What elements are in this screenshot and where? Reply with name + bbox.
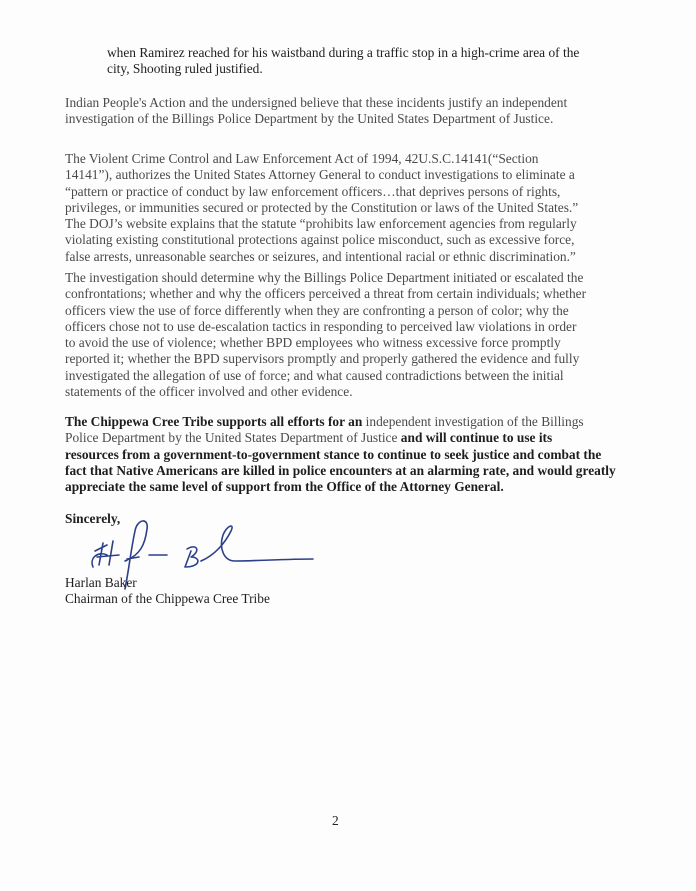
text-line: officers chose not to use de-escalation tactics in responding to perceived law violations in order bbox=[65, 318, 577, 334]
text-line: The investigation should determine why the Billings Police Department initiated or escalated the bbox=[65, 270, 584, 285]
text-line: Indian People's Action and the undersigned believe that these incidents justify an independent bbox=[65, 95, 568, 110]
paragraph-investigation-scope bbox=[65, 270, 586, 400]
signature-block bbox=[65, 575, 270, 608]
text-line: The DOJ’s website explains that the statute “prohibits law enforcement agencies from regularly bbox=[65, 216, 577, 232]
text-line: officers view the use of force differently when they are confronting a person of color; why the bbox=[65, 302, 569, 318]
normal-text: Police Department by the United States Department of Justice bbox=[65, 430, 398, 446]
text-line: 14141”), authorizes the United States Attorney General to conduct investigations to eliminate a bbox=[65, 167, 575, 183]
text-line: when Ramirez reached for his waistband during a traffic stop in a high-crime area of the bbox=[107, 45, 580, 60]
text-line bbox=[65, 414, 616, 430]
signer-title: Chairman of the Chippewa Cree Tribe bbox=[65, 591, 270, 607]
paragraph-tribe-support bbox=[65, 414, 616, 495]
text-line: resources from a government-to-government stance to continue to seek justice and combat the bbox=[65, 446, 602, 462]
text-line: to avoid the use of violence; whether BPD employees who witness excessive force promptly bbox=[65, 335, 561, 351]
text-line: “pattern or practice of conduct by law enforcement officers…that deprives persons of rights, bbox=[65, 183, 561, 199]
text-line: fact that Native Americans are killed in police encounters at an alarming rate, and would greatly bbox=[65, 462, 616, 478]
text-line: privileges, or immunities secured or protected by the Constitution or laws of the United States.” bbox=[65, 199, 579, 215]
text-line: investigated the allegation of use of force; and what caused contradictions between the initial bbox=[65, 367, 564, 383]
normal-text: independent investigation of the Billings bbox=[365, 414, 584, 429]
closing-salutation: Sincerely, bbox=[65, 511, 121, 526]
page-number: 2 bbox=[332, 813, 339, 828]
text-line bbox=[65, 430, 616, 446]
text-line: confrontations; whether and why the officers perceived a threat from certain individuals; whether bbox=[65, 286, 587, 302]
text-line: investigation of the Billings Police Department by the United States Department of Justice. bbox=[65, 111, 554, 127]
paragraph-statute bbox=[65, 151, 578, 265]
paragraph-incident-continuation bbox=[107, 45, 579, 78]
text-line: statements of the officer involved and other evidence. bbox=[65, 384, 353, 400]
text-line: false arrests, unreasonable searches or seizures, and intentional racial or ethnic discrimination.” bbox=[65, 248, 576, 264]
text-line: city, Shooting ruled justified. bbox=[107, 61, 263, 77]
text-line: The Violent Crime Control and Law Enforcement Act of 1994, 42U.S.C.14141(“Section bbox=[65, 151, 539, 166]
text-line: violating existing constitutional protections against police misconduct, such as excessive force, bbox=[65, 232, 575, 248]
text-line: reported it; whether the BPD supervisors promptly and properly gathered the evidence and fully bbox=[65, 351, 580, 367]
bold-text: The Chippewa Cree Tribe supports all efforts for an bbox=[65, 414, 366, 429]
text-line: appreciate the same level of support from the Office of the Attorney General. bbox=[65, 479, 504, 495]
paragraph-investigation-request bbox=[65, 95, 567, 128]
signer-name: Harlan Baker bbox=[65, 575, 137, 590]
bold-text: and will continue to use its bbox=[397, 430, 553, 446]
